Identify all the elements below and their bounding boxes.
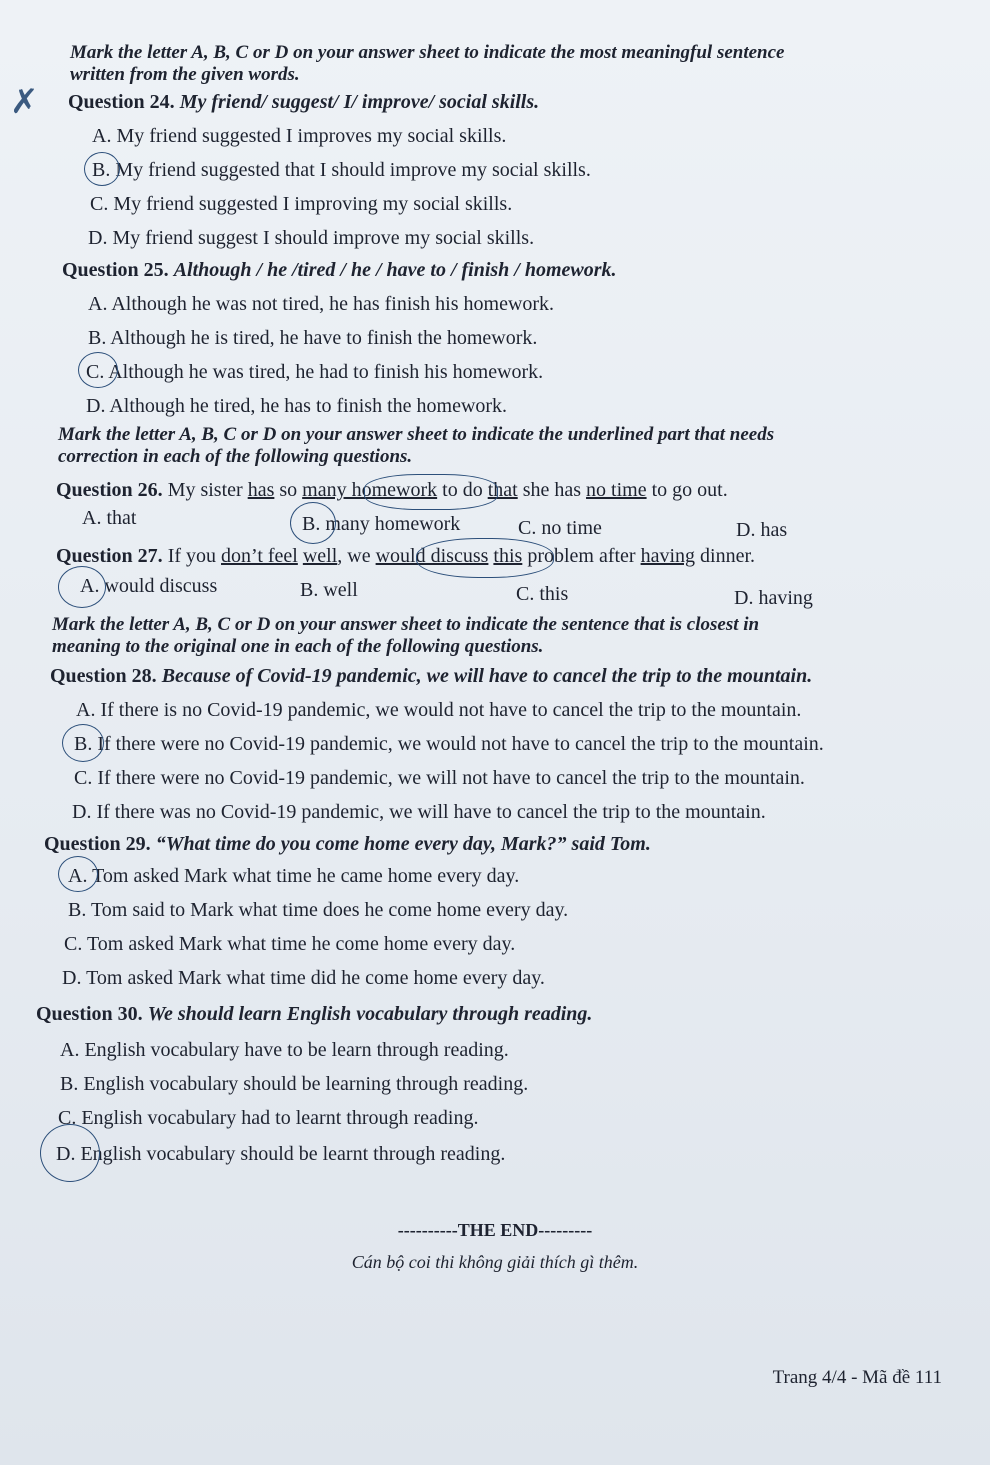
section1-instruction-line2: written from the given words. <box>70 64 300 85</box>
q26-option-b[interactable]: B. many homework <box>302 513 461 535</box>
the-end-label: ----------THE END--------- <box>397 1220 593 1240</box>
q26-text-1: My sister <box>167 479 248 501</box>
section1-instruction-line1: Mark the letter A, B, C or D on your answer sheet to indicate the most meaningful sentence <box>70 42 785 63</box>
question-24-prompt: My friend/ suggest/ I/ improve/ social skills. <box>179 91 540 113</box>
q29-option-a[interactable]: A. Tom asked Mark what time he came home every day. <box>68 865 520 887</box>
q26-text-2: so <box>274 479 303 501</box>
section3-instruction-line1: Mark the letter A, B, C or D on your answer sheet to indicate the sentence that is closest in <box>52 614 760 635</box>
q25-option-d[interactable]: D. Although he tired, he has to finish the homework. <box>86 395 508 417</box>
q25-option-a[interactable]: A. Although he was not tired, he has finish his homework. <box>88 293 555 315</box>
q27-underlined-this: this <box>493 545 523 567</box>
q26-option-c[interactable]: C. no time <box>518 517 602 539</box>
q25-option-b[interactable]: B. Although he is tired, he have to finish the homework. <box>88 327 538 349</box>
proctor-note: Cán bộ coi thi không giải thích gì thêm. <box>351 1252 639 1272</box>
q30-option-b[interactable]: B. English vocabulary should be learning through reading. <box>60 1073 529 1095</box>
q24-option-c[interactable]: C. My friend suggested I improving my social skills. <box>90 193 513 215</box>
question-24-label: Question 24. <box>68 91 175 113</box>
question-25-prompt: Although / he /tired / he / have to / finish / homework. <box>173 259 617 281</box>
section1-instruction <box>70 42 970 86</box>
q30-option-d[interactable]: D. English vocabulary should be learnt through reading. <box>56 1143 506 1165</box>
q27-underlined-would-discuss: would discuss <box>375 545 489 567</box>
q29-option-b[interactable]: B. Tom said to Mark what time does he come home every day. <box>68 899 569 921</box>
question-27 <box>56 544 755 568</box>
question-28-label: Question 28. <box>50 665 157 687</box>
section2-instruction <box>58 424 968 468</box>
question-24 <box>68 90 539 114</box>
question-26-label: Question 26. <box>56 479 163 501</box>
question-30-prompt: We should learn English vocabulary through reading. <box>147 1003 593 1025</box>
section2-instruction-line1: Mark the letter A, B, C or D on your answer sheet to indicate the underlined part that needs <box>58 424 775 445</box>
section2-instruction-line2: correction in each of the following questions. <box>58 446 413 467</box>
handwritten-x-mark: ✗ <box>10 82 39 122</box>
q27-text-5: problem after <box>522 545 641 567</box>
page-footer: Trang 4/4 - Mã đề 111 <box>772 1367 942 1388</box>
q27-underlined-having: having <box>640 545 696 567</box>
q27-text-3: , we <box>337 545 376 567</box>
question-27-label: Question 27. <box>56 545 163 567</box>
q29-option-c[interactable]: C. Tom asked Mark what time he come home every day. <box>64 933 516 955</box>
q28-option-a[interactable]: A. If there is no Covid-19 pandemic, we would not have to cancel the trip to the mountain. <box>76 699 802 721</box>
q26-underlined-has: has <box>247 479 275 501</box>
q26-underlined-no-time: no time <box>586 479 647 501</box>
q29-option-d[interactable]: D. Tom asked Mark what time did he come home every day. <box>62 967 545 989</box>
q26-text-5: to go out. <box>646 479 728 501</box>
q27-text-1: If you <box>167 545 222 567</box>
q27-option-c[interactable]: C. this <box>516 583 569 605</box>
question-25-label: Question 25. <box>62 259 169 281</box>
q26-text-4: she has <box>517 479 587 501</box>
question-29 <box>44 832 651 856</box>
section3-instruction <box>52 614 972 658</box>
q25-option-c[interactable]: C. Although he was tired, he had to finish his homework. <box>86 361 544 383</box>
question-30 <box>36 1002 592 1026</box>
q27-underlined-dont-feel: don’t feel <box>221 545 298 567</box>
question-26 <box>56 478 728 502</box>
q26-option-d[interactable]: D. has <box>736 519 788 541</box>
q27-underlined-well: well <box>302 545 338 567</box>
q27-text-6: dinner. <box>695 545 756 567</box>
q24-option-a[interactable]: A. My friend suggested I improves my social skills. <box>92 125 507 147</box>
q26-underlined-that: that <box>487 479 518 501</box>
question-30-label: Question 30. <box>36 1003 143 1025</box>
q28-option-d[interactable]: D. If there was no Covid-19 pandemic, we will have to cancel the trip to the mountain. <box>72 801 766 823</box>
q27-option-d[interactable]: D. having <box>734 587 813 609</box>
q26-option-a[interactable]: A. that <box>82 507 137 529</box>
q24-option-b[interactable]: B. My friend suggested that I should improve my social skills. <box>92 159 591 181</box>
q28-option-b[interactable]: B. If there were no Covid-19 pandemic, we would not have to cancel the trip to the mountain. <box>74 733 824 755</box>
question-29-prompt: “What time do you come home every day, Mark?” said Tom. <box>155 833 651 855</box>
q30-option-c[interactable]: C. English vocabulary had to learnt through reading. <box>58 1107 479 1129</box>
q27-option-b[interactable]: B. well <box>300 579 358 601</box>
question-28 <box>50 664 812 688</box>
question-25 <box>62 258 617 282</box>
q27-option-a[interactable]: A. would discuss <box>80 575 218 597</box>
question-29-label: Question 29. <box>44 833 151 855</box>
section3-instruction-line2: meaning to the original one in each of the following questions. <box>52 636 544 657</box>
question-28-prompt: Because of Covid-19 pandemic, we will have to cancel the trip to the mountain. <box>161 665 813 687</box>
q26-underlined-many-homework: many homework <box>302 479 438 501</box>
q26-text-3: to do <box>437 479 488 501</box>
q24-option-d[interactable]: D. My friend suggest I should improve my social skills. <box>88 227 535 249</box>
q30-option-a[interactable]: A. English vocabulary have to be learn through reading. <box>60 1039 509 1061</box>
q28-option-c[interactable]: C. If there were no Covid-19 pandemic, we will not have to cancel the trip to the mountain. <box>74 767 805 789</box>
